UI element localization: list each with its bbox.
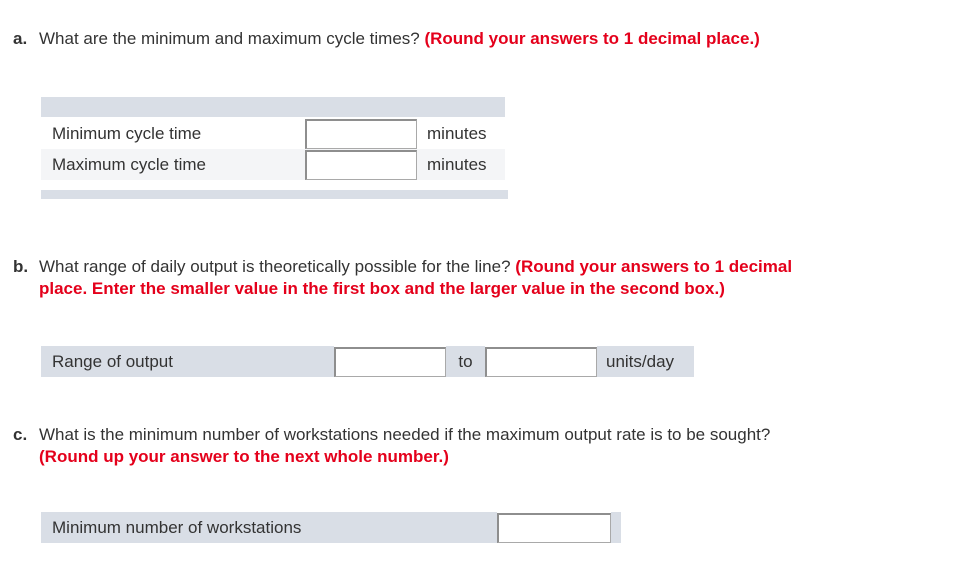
range-to-text: to	[446, 346, 485, 377]
question-c-note: (Round up your answer to the next whole number.)	[39, 447, 449, 466]
question-a-letter: a.	[13, 29, 28, 48]
min-cycle-label: Minimum cycle time	[52, 123, 202, 143]
workstations-input[interactable]	[497, 513, 611, 543]
workstations-label: Minimum number of workstations	[41, 512, 497, 543]
question-c-letter: c.	[13, 425, 28, 444]
question-b-note-1: (Round your answers to 1 decimal	[515, 257, 793, 276]
range-row	[41, 346, 694, 377]
table-a-header	[41, 97, 505, 117]
max-cycle-unit: minutes	[427, 154, 487, 174]
question-c-text: What is the minimum number of workstations needed if the maximum output rate is to be sought?	[39, 425, 771, 444]
range-low-input[interactable]	[334, 347, 446, 377]
question-b-letter: b.	[13, 257, 29, 276]
min-cycle-unit: minutes	[427, 123, 487, 143]
question-b	[13, 256, 792, 300]
workstations-row	[41, 512, 621, 543]
question-b-text: What range of daily output is theoretically possible for the line?	[39, 257, 511, 276]
question-c	[13, 424, 770, 468]
question-a-text: What are the minimum and maximum cycle times?	[39, 29, 420, 48]
min-cycle-input[interactable]	[305, 119, 417, 149]
range-high-input[interactable]	[485, 347, 597, 377]
min-cycle-row	[41, 118, 505, 149]
max-cycle-row	[41, 149, 505, 180]
range-label: Range of output	[41, 346, 334, 377]
workstations-row-end	[611, 512, 621, 543]
question-b-note-2: place. Enter the smaller value in the first box and the larger value in the second box.)	[39, 279, 725, 298]
question-a	[13, 28, 760, 50]
table-a-footer	[41, 190, 508, 199]
max-cycle-input[interactable]	[305, 150, 417, 180]
range-unit: units/day	[597, 346, 694, 377]
max-cycle-label: Maximum cycle time	[52, 154, 206, 174]
question-a-note: (Round your answers to 1 decimal place.)	[424, 29, 760, 48]
